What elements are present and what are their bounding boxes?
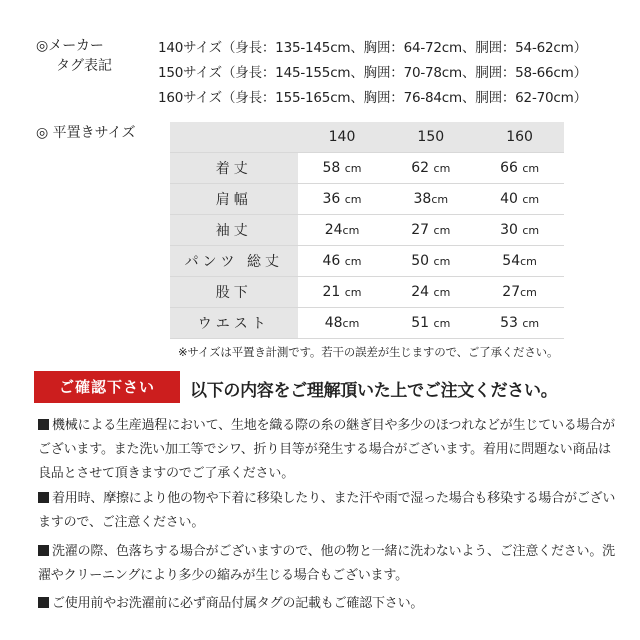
- maker-tag-line-150: 150サイズ（身長：145-155cm、胸囲：70-78cm、胴囲：58-66cm）: [158, 65, 587, 81]
- size-cell: 21 cm: [298, 277, 387, 308]
- table-row: [170, 277, 564, 308]
- size-cell: 27 cm: [386, 215, 475, 246]
- size-cell: 40 cm: [475, 184, 564, 215]
- size-cell: 62 cm: [386, 153, 475, 184]
- row-label: パンツ 総丈: [170, 246, 298, 277]
- table-row: [170, 308, 564, 339]
- square-bullet-icon: [38, 492, 49, 503]
- size-cell: 54cm: [475, 246, 564, 277]
- note-item: [38, 592, 618, 616]
- size-cell: 24cm: [298, 215, 387, 246]
- table-row: [170, 153, 564, 184]
- size-cell: 36 cm: [298, 184, 387, 215]
- size-footnote: ※サイズは平置き計測です。若干の誤差が生じますので、ご了承ください。: [178, 345, 559, 359]
- size-cell: 24 cm: [386, 277, 475, 308]
- confirm-heading: 以下の内容をご理解頂いた上でご注文ください。: [190, 381, 558, 401]
- square-bullet-icon: [38, 597, 49, 608]
- maker-tag-label-line2: タグ表記: [56, 58, 112, 74]
- size-cell: 30 cm: [475, 215, 564, 246]
- confirm-badge: ご確認下さい: [34, 371, 180, 403]
- table-row: [170, 246, 564, 277]
- maker-tag-label-line1: ◎メーカー: [36, 38, 104, 54]
- row-label: 着丈: [170, 153, 298, 184]
- note-item: [38, 414, 618, 486]
- note-text: 着用時、摩擦により他の物や下着に移染したり、また汗や雨で湿った場合も移染する場合がございますので、ご注意ください。: [38, 491, 616, 530]
- size-header-160: 160: [475, 122, 564, 153]
- maker-tag-lines: [158, 36, 587, 111]
- size-cell: 46 cm: [298, 246, 387, 277]
- size-cell: 27cm: [475, 277, 564, 308]
- size-cell: 50 cm: [386, 246, 475, 277]
- row-label: ウエスト: [170, 308, 298, 339]
- size-cell: 38cm: [386, 184, 475, 215]
- table-row: [170, 184, 564, 215]
- note-text: 機械による生産過程において、生地を織る際の糸の継ぎ目や多少のほつれなどが生じている場合がございます。また洗い加工等でシワ、折り目等が発生する場合がございます。着用に問題ない商品は良品とさせて頂きますのでご了承ください。: [38, 418, 615, 481]
- square-bullet-icon: [38, 419, 49, 430]
- size-table-header-row: [170, 122, 564, 153]
- table-row: [170, 215, 564, 246]
- maker-tag-line-140: 140サイズ（身長：135-145cm、胸囲：64-72cm、胴囲：54-62cm）: [158, 40, 587, 56]
- row-label: 袖丈: [170, 215, 298, 246]
- note-item: [38, 487, 618, 535]
- size-cell: 53 cm: [475, 308, 564, 339]
- size-cell: 48cm: [298, 308, 387, 339]
- flat-size-label: ◎ 平置きサイズ: [36, 125, 136, 141]
- note-text: ご使用前やお洗濯前に必ず商品付属タグの記載もご確認下さい。: [52, 596, 424, 611]
- row-label: 股下: [170, 277, 298, 308]
- size-header-150: 150: [386, 122, 475, 153]
- size-table: [170, 122, 564, 339]
- square-bullet-icon: [38, 545, 49, 556]
- maker-tag-line-160: 160サイズ（身長：155-165cm、胸囲：76-84cm、胴囲：62-70cm）: [158, 90, 587, 106]
- maker-tag-label: [36, 36, 112, 76]
- note-text: 洗濯の際、色落ちする場合がございますので、他の物と一緒に洗わないよう、ご注意ください。洗濯やクリーニングにより多少の縮みが生じる場合もございます。: [38, 544, 615, 583]
- size-cell: 51 cm: [386, 308, 475, 339]
- size-table-corner: [170, 122, 298, 153]
- row-label: 肩幅: [170, 184, 298, 215]
- note-item: [38, 540, 618, 588]
- size-cell: 66 cm: [475, 153, 564, 184]
- size-cell: 58 cm: [298, 153, 387, 184]
- size-header-140: 140: [298, 122, 387, 153]
